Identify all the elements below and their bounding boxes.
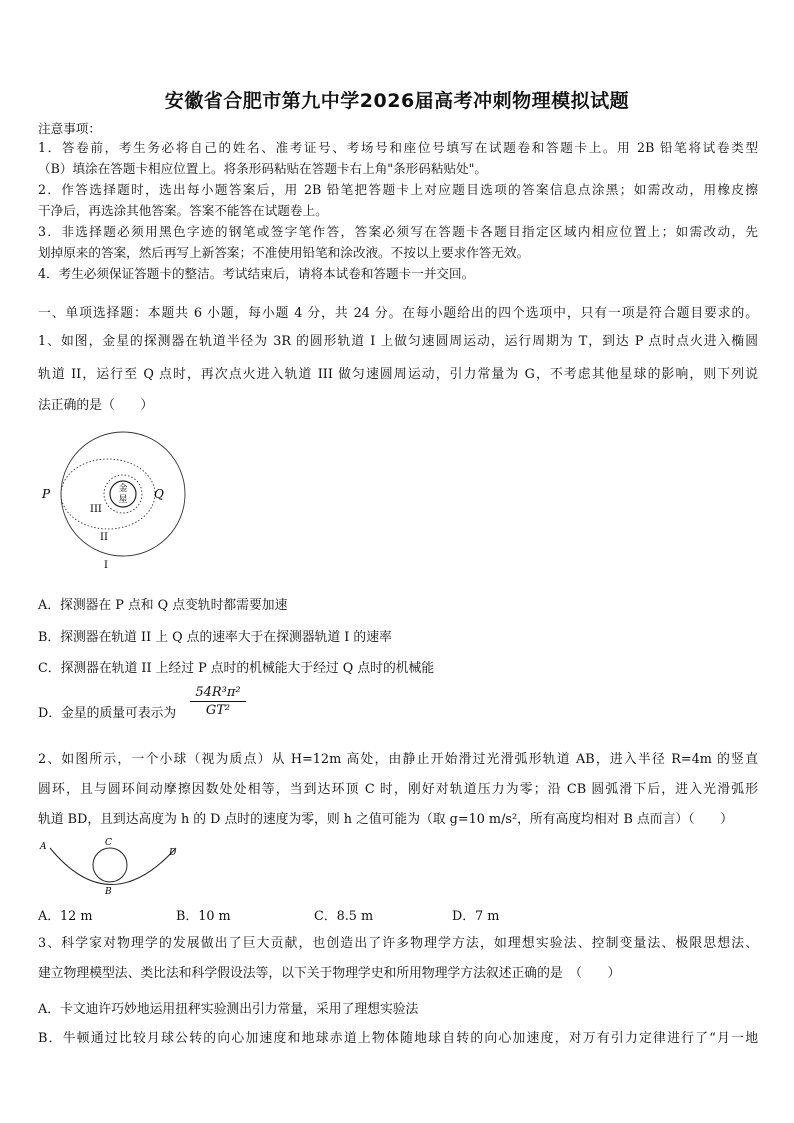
formula-denominator: GT² [205, 703, 231, 718]
point-d-label: D [169, 848, 177, 858]
orbit-2-label: II [100, 532, 108, 543]
notice-line: （B）填涂在答题卡相应位置上。将条形码粘贴在答题卡右上角"条形码粘贴处"。 [38, 161, 488, 176]
point-c-label: C [105, 838, 112, 848]
notice-line: 3．非选择题必须用黑色字迹的钢笔或签字笔作答，答案必须写在答题卡各题目指定区域内相应位置上；如需改动，先 [38, 224, 758, 239]
option-d: D．7 m [452, 909, 500, 924]
option-a: A．12 m [38, 909, 93, 924]
track-curve [50, 848, 176, 885]
question-1-text: 轨道 II，运行至 Q 点时，再次点火进入轨道 III 做匀速圆周运动，引力常量为 G，不考虑其他星球的影响，则下列说 [38, 367, 758, 382]
orbit-ellipse-2 [61, 459, 155, 529]
section-heading: 一、单项选择题：本题共 6 小题，每小题 4 分，共 24 分。在每小题给出的四个选项中，只有一项是符合题目要求的。 [38, 306, 758, 321]
point-q-label: Q [154, 487, 164, 501]
point-p-label: P [42, 487, 51, 501]
planet-label: 金 [118, 484, 128, 494]
orbit-3-label: III [90, 504, 102, 515]
orbit-diagram [40, 428, 200, 578]
option-b: B．10 m [176, 909, 231, 924]
notice-line: 干净后，再选涂其他答案。答案不能答在试题卷上。 [38, 203, 328, 218]
notice-line: 2．作答选择题时，选出每小题答案后，用 2B 铅笔把答题卡上对应题目选项的答案信息点涂黑；如需改动，用橡皮擦 [38, 182, 758, 197]
mass-formula [190, 685, 246, 718]
point-a-label: A [40, 842, 47, 852]
option-d: D．金星的质量可表示为 [38, 706, 177, 721]
question-2-text: 圆环，且与圆环间动摩擦因数处处相等，当到达环顶 C 时，刚好对轨道压力为零；沿 CB 圆弧滑下后，进入光滑弧形 [38, 782, 758, 797]
notice-line: 划掉原来的答案，然后再写上新答案；不准使用铅笔和涂改液。不按以上要求作答无效。 [38, 245, 530, 260]
option-c: C．8.5 m [314, 909, 374, 924]
question-1-text: 1、如图，金星的探测器在轨道半径为 3R 的圆形轨道 I 上做匀速圆周运动，运行周期为 T，到达 P 点时点火进入椭圆 [38, 334, 758, 349]
option-b: B．探测器在轨道 II 上 Q 点的速率大于在探测器轨道 I 的速率 [38, 630, 392, 645]
vertical-loop [93, 848, 127, 882]
formula-numerator: 54R³π² [190, 685, 246, 702]
point-b-label: B [105, 887, 112, 897]
option-a: A．卡文迪许巧妙地运用扭秤实验测出引力常量，采用了理想实验法 [38, 1002, 419, 1017]
question-2-text: 轨道 BD，且到达高度为 h 的 D 点时的速度为零，则 h 之值可能为（取 g=10 m/s²，所有高度均相对 B 点而言）（ ） [38, 812, 733, 827]
orbit-1-label: I [104, 560, 108, 571]
option-b: B．牛顿通过比较月球公转的向心加速度和地球赤道上物体随地球自转的向心加速度，对万有引力定律进行了“月一地 [38, 1031, 758, 1046]
notice-line: 4．考生必须保证答题卡的整洁。考试结束后，请将本试卷和答题卡一并交回。 [38, 266, 475, 281]
option-c: C．探测器在轨道 II 上经过 P 点时的机械能大于经过 Q 点时的机械能 [38, 661, 435, 676]
question-3-text: 3、科学家对物理学的发展做出了巨大贡献，也创造出了许多物理学方法，如理想实验法、控制变量法、极限思想法、 [38, 936, 758, 951]
notice-line: 1．答卷前，考生务必将自己的姓名、准考证号、考场号和座位号填写在试题卷和答题卡上。用 2B 铅笔将试卷类型 [38, 140, 758, 155]
track-diagram [38, 836, 188, 896]
question-2-text: 2、如图所示，一个小球（视为质点）从 H=12m 高处，由静止开始滑过光滑弧形轨道 AB，进入半径 R=4m 的竖直 [38, 752, 758, 767]
question-1-text: 法正确的是（ ） [38, 398, 154, 413]
page-title: 安徽省合肥市第九中学2026届高考冲刺物理模拟试题 [164, 90, 630, 112]
notice-heading: 注意事项： [38, 121, 101, 136]
question-3-text: 建立物理模型法、类比法和科学假设法等，以下关于物理学史和所用物理学方法叙述正确的是 （ ） [38, 966, 621, 981]
option-a: A．探测器在 P 点和 Q 点变轨时都需要加速 [38, 598, 288, 613]
planet-label: 星 [118, 495, 128, 505]
